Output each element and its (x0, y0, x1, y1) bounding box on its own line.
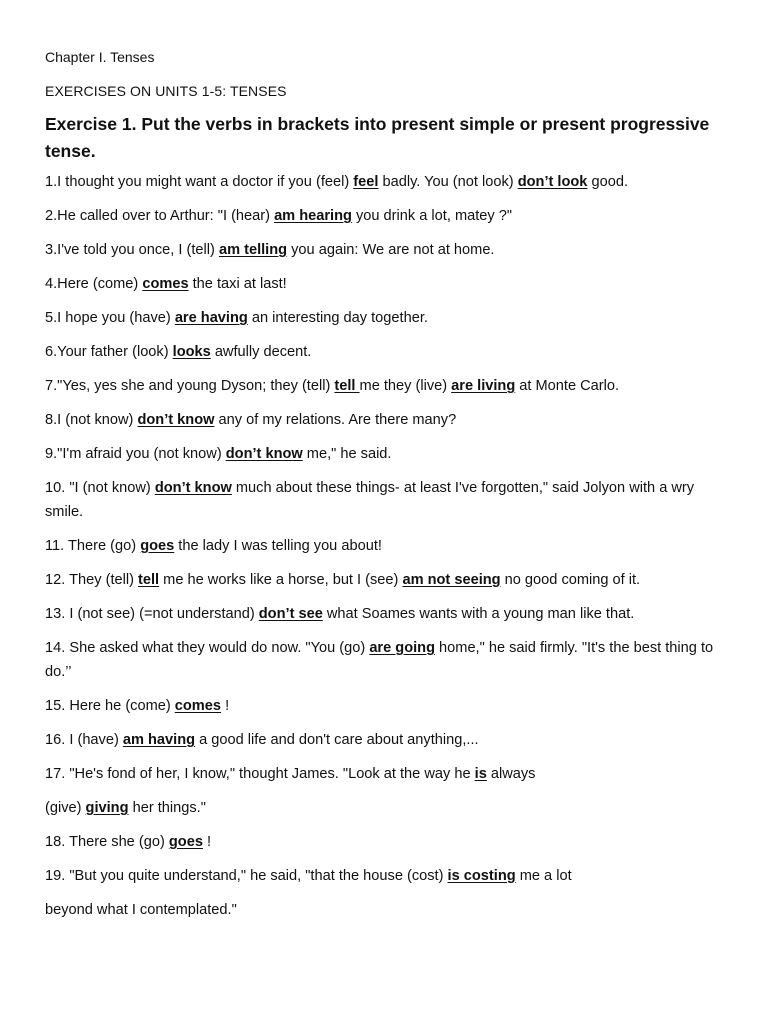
sentence-text: Your father (look) (57, 344, 173, 360)
sentence-text: beyond what I contemplated." (45, 902, 237, 918)
sentence-text: "I (not know) (69, 480, 155, 496)
exercise-item (45, 864, 725, 888)
sentence-text: good. (587, 174, 628, 190)
item-number: 14. (45, 640, 70, 656)
exercise-items (45, 170, 725, 922)
sentence-text: me a lot (515, 868, 572, 884)
sentence-text: "Yes, yes she and young Dyson; they (tell) (57, 378, 335, 394)
exercise-item (45, 306, 725, 330)
document-page (45, 48, 725, 932)
sentence-text: I thought you might want a doctor if you (feel) (57, 174, 354, 190)
exercise-item (45, 602, 725, 626)
answer-text: don’t know (137, 412, 215, 428)
exercise-item (45, 694, 725, 718)
item-number: 13. (45, 606, 70, 622)
sentence-text: what Soames wants with a young man like that. (322, 606, 635, 622)
item-number: 1. (45, 174, 58, 190)
item-number: 7. (45, 378, 58, 394)
sentence-text: He called over to Arthur: "I (hear) (57, 208, 275, 224)
item-number: 9. (45, 446, 58, 462)
answer-text: goes (168, 834, 203, 850)
answer-text: is costing (447, 868, 516, 884)
sentence-text: me," he said. (302, 446, 392, 462)
sentence-text: There (go) (68, 538, 141, 554)
sentence-text: a good life and don't care about anything,... (195, 732, 479, 748)
answer-text: tell (334, 378, 360, 394)
sentence-text: her things." (128, 800, 206, 816)
sentence-text: ! (221, 698, 230, 714)
sentence-text: They (tell) (69, 572, 139, 588)
answer-text: am telling (218, 242, 288, 258)
answer-text: comes (174, 698, 222, 714)
sentence-text: "He's fond of her, I know," thought James. "Look at the way he (69, 766, 475, 782)
sentence-text: the taxi at last! (188, 276, 287, 292)
answer-text: are going (369, 640, 435, 656)
sentence-text: an interesting day together. (247, 310, 428, 326)
exercise-item (45, 442, 725, 466)
sentence-text: Here he (come) (69, 698, 175, 714)
sentence-text: Here (come) (57, 276, 143, 292)
exercise-item (45, 476, 725, 524)
exercise-item (45, 636, 725, 684)
exercise-item (45, 204, 725, 228)
item-number: 5. (45, 310, 58, 326)
item-number: 18. (45, 834, 70, 850)
sentence-text: always (486, 766, 536, 782)
sentence-text: She asked what they would do now. "You (go) (69, 640, 370, 656)
sentence-text: (give) (45, 800, 86, 816)
sentence-text: me they (live) (359, 378, 452, 394)
exercise-item (45, 408, 725, 432)
answer-text: giving (85, 800, 129, 816)
item-number: 15. (45, 698, 70, 714)
sentence-text: me he works like a horse, but I (see) (159, 572, 403, 588)
item-number: 19. (45, 868, 70, 884)
sentence-text: much about these things- at least I've forgotten," said Jolyon with a wry smile. (45, 480, 695, 520)
sentence-text: ! (202, 834, 212, 850)
sentence-text: the lady I was telling you about! (174, 538, 382, 554)
sentence-text: you drink a lot, matey ?" (351, 208, 513, 224)
item-number: 10. (45, 480, 70, 496)
item-number: 6. (45, 344, 58, 360)
item-number: 4. (45, 276, 58, 292)
answer-text: tell (138, 572, 160, 588)
sentence-text: you again: We are not at home. (287, 242, 495, 258)
item-number: 3. (45, 242, 58, 258)
answer-text: am hearing (274, 208, 352, 224)
answer-text: don’t know (225, 446, 303, 462)
answer-text: am not seeing (402, 572, 501, 588)
exercise-item (45, 568, 725, 592)
item-number: 16. (45, 732, 70, 748)
answer-text: are having (174, 310, 248, 326)
answer-text: don’t look (517, 174, 588, 190)
exercise-item (45, 534, 725, 558)
sentence-text: home," he said firmly. "It's the best thing to do.’’ (45, 640, 714, 680)
answer-text: am having (122, 732, 196, 748)
answer-text: feel (353, 174, 379, 190)
chapter-title: Chapter I. Tenses (45, 49, 155, 65)
sentence-text: There she (go) (69, 834, 169, 850)
exercise-item (45, 898, 725, 922)
answer-text: don’t see (258, 606, 323, 622)
item-number: 17. (45, 766, 70, 782)
answer-text: looks (172, 344, 211, 360)
exercise-item (45, 374, 725, 398)
sentence-text: I (have) (69, 732, 123, 748)
exercise-item (45, 830, 725, 854)
sentence-text: no good coming of it. (500, 572, 641, 588)
item-number: 2. (45, 208, 58, 224)
sentence-text: any of my relations. Are there many? (214, 412, 457, 428)
exercise-item (45, 728, 725, 752)
sentence-text: at Monte Carlo. (515, 378, 620, 394)
sentence-text: I (not see) (=not understand) (69, 606, 259, 622)
units-title: EXERCISES ON UNITS 1-5: TENSES (45, 83, 287, 99)
sentence-text: I (not know) (57, 412, 138, 428)
exercise-heading: Exercise 1. Put the verbs in brackets into present simple or present progressive tense. (45, 114, 710, 161)
exercise-item (45, 762, 725, 786)
sentence-text: "I'm afraid you (not know) (57, 446, 226, 462)
sentence-text: I've told you once, I (tell) (57, 242, 219, 258)
answer-text: goes (140, 538, 175, 554)
item-number: 11. (45, 538, 68, 554)
answer-text: are living (451, 378, 516, 394)
item-number: 8. (45, 412, 58, 428)
sentence-text: badly. You (not look) (378, 174, 518, 190)
answer-text: is (474, 766, 487, 782)
answer-text: don’t know (154, 480, 232, 496)
answer-text: comes (142, 276, 189, 292)
sentence-text: I hope you (have) (57, 310, 175, 326)
sentence-text: "But you quite understand," he said, "that the house (cost) (69, 868, 448, 884)
sentence-text: awfully decent. (210, 344, 312, 360)
exercise-item (45, 272, 725, 296)
exercise-item (45, 170, 725, 194)
exercise-item (45, 238, 725, 262)
exercise-item (45, 796, 725, 820)
item-number: 12. (45, 572, 70, 588)
exercise-item (45, 340, 725, 364)
